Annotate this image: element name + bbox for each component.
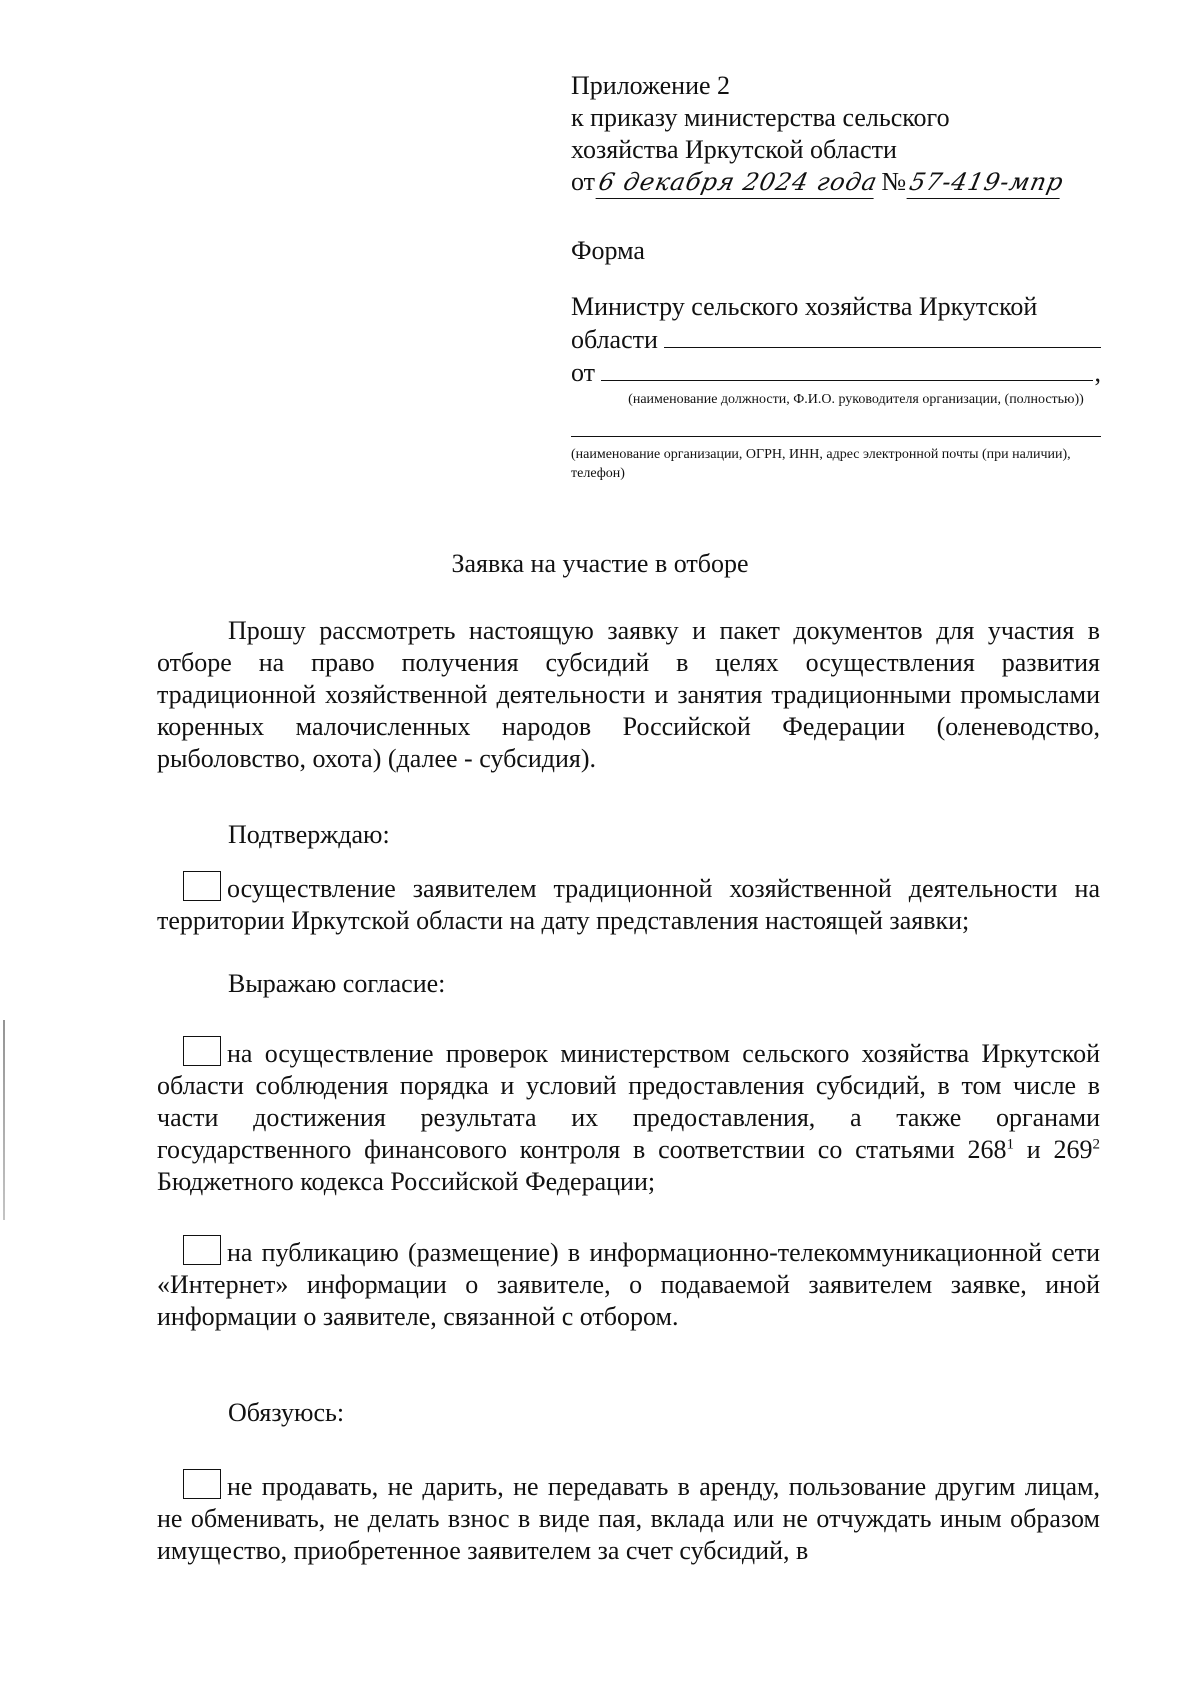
consent-item-1-text-a: на осуществление проверок министерством сельского хозяйства Иркутской области соблюдения порядка и условий предоставления субсидий, в том числе в части достижения результата их предоставления, а также органами государственного финансового контроля в соответствии со статьями 268 (157, 1039, 1100, 1164)
appendix-header (571, 70, 1131, 199)
confirm-item-text: осуществление заявителем традиционной хозяйственной деятельности на территории Иркутской области на дату представления настоящей заявки; (157, 874, 1100, 935)
oblige-label: Обязуюсь: (228, 1398, 345, 1427)
appendix-line-2: к приказу министерства сельского (571, 103, 950, 132)
from-prefix: от (571, 167, 596, 196)
oblige-item (157, 1469, 1100, 1567)
order-date-number-line (571, 166, 1131, 199)
addressee-line-1: Министру сельского хозяйства Иркутской (571, 292, 1038, 321)
scan-edge-mark (3, 1020, 5, 1220)
oblige-checkbox[interactable] (183, 1469, 221, 1499)
from-label: от (571, 358, 596, 387)
consent-item-1-text-c: Бюджетного кодекса Российской Федерации; (157, 1167, 656, 1196)
addressee-region-row (571, 323, 1101, 356)
addressee-line-2: области (571, 325, 658, 354)
appendix-title: Приложение 2 (571, 71, 731, 100)
confirm-label: Подтверждаю: (228, 820, 390, 849)
organization-note: (наименование организации, ОГРН, ИНН, адрес электронной почты (при наличии), телефон) (571, 447, 1071, 481)
consent-item-1-sup-1: 1 (1006, 1136, 1015, 1153)
consent-label: Выражаю согласие: (228, 969, 446, 998)
from-row-comma: , (1094, 358, 1101, 387)
region-blank-line[interactable] (664, 323, 1101, 348)
consent-checkbox-2[interactable] (183, 1235, 221, 1265)
intro-paragraph: Прошу рассмотреть настоящую заявку и пакет документов для участия в отборе на право получения субсидий в целях осуществления развития традиционной хозяйственной деятельности и занятия традиционными промыслами коренных малочисленных народов Российской Федерации (оленеводство, рыболовство, охота) (далее - субсидия). (157, 616, 1100, 773)
consent-item-1 (157, 1036, 1100, 1198)
number-sign: № (881, 167, 907, 196)
from-row (571, 356, 1101, 389)
appendix-line-3: хозяйства Иркутской области (571, 135, 897, 164)
handwritten-date: 6 декабря 2024 года (596, 166, 881, 199)
confirm-checkbox[interactable] (183, 871, 221, 901)
consent-item-1-sup-2: 2 (1092, 1136, 1100, 1153)
confirm-item (157, 871, 1100, 937)
form-label: Форма (571, 236, 645, 265)
position-name-note: (наименование должности, Ф.И.О. руководителя организации, (полностью)) (628, 392, 1084, 407)
consent-checkbox-1[interactable] (183, 1036, 221, 1066)
handwritten-order-number: 57-419-мпр (907, 166, 1067, 199)
position-name-blank-line[interactable] (601, 356, 1092, 381)
document-title: Заявка на участие в отборе (451, 549, 749, 578)
addressee-block (571, 290, 1101, 483)
consent-item-1-text-b: и 269 (1014, 1135, 1093, 1164)
consent-item-2 (157, 1235, 1100, 1333)
organization-blank-line[interactable] (571, 412, 1101, 437)
oblige-item-text: не продавать, не дарить, не передавать в аренду, пользование другим лицам, не обменивать, не делать взнос в виде пая, вклада или не отчуждать иным образом имущество, приобретенное заявителем за счет субсидий, в (157, 1472, 1100, 1565)
consent-item-2-text: на публикацию (размещение) в информационно-телекоммуникационной сети «Интернет» информации о заявителе, о подаваемой заявителем заявке, иной информации о заявителе, связанной с отбором. (157, 1238, 1100, 1331)
